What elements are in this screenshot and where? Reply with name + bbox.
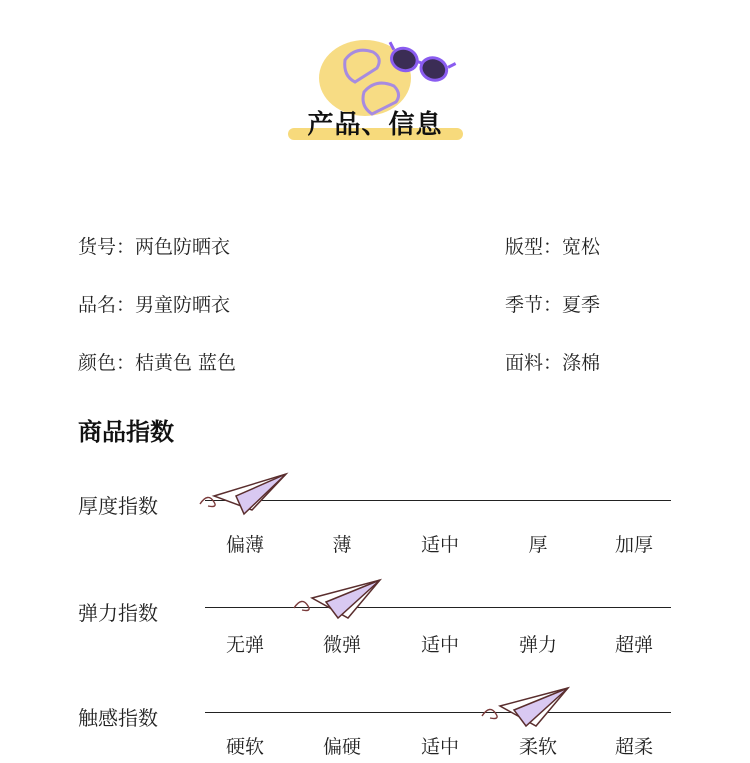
scale-option: 适中 <box>420 634 459 656</box>
scale-label: 触感指数 <box>78 706 158 730</box>
section-title: 商品指数 <box>78 418 174 446</box>
page-title: 产品、信息 <box>307 110 443 140</box>
scale-option: 柔软 <box>518 736 557 758</box>
page-header <box>0 0 750 150</box>
paper-plane-icon <box>478 684 573 732</box>
season: 季节：夏季 <box>505 294 601 316</box>
scale-option: 厚 <box>528 534 548 556</box>
scale-option: 适中 <box>420 534 459 556</box>
scale-option: 适中 <box>420 736 459 758</box>
scale-option: 硬软 <box>225 736 264 758</box>
scale-option: 无弹 <box>225 634 264 656</box>
scale-option: 薄 <box>332 534 352 556</box>
paper-plane-icon <box>290 576 385 624</box>
scale-option: 弹力 <box>518 634 557 656</box>
scale-option: 超弹 <box>614 634 653 656</box>
fit-type: 版型：宽松 <box>505 236 601 258</box>
scale-label: 厚度指数 <box>78 494 158 518</box>
fabric: 面料：涤棉 <box>505 352 601 374</box>
scale-line <box>205 712 671 713</box>
scale-label: 弹力指数 <box>78 601 158 625</box>
scale-option: 加厚 <box>614 534 653 556</box>
item-number: 货号：两色防晒衣 <box>78 236 231 258</box>
scale-option: 超柔 <box>614 736 653 758</box>
product-name: 品名：男童防晒衣 <box>78 294 231 316</box>
scale-option: 微弹 <box>322 634 361 656</box>
scale-option: 偏薄 <box>225 534 264 556</box>
color-options: 颜色：桔黄色 蓝色 <box>78 352 237 374</box>
scale-option: 偏硬 <box>322 736 361 758</box>
scale-line <box>205 607 671 608</box>
paper-plane-icon <box>196 470 291 518</box>
